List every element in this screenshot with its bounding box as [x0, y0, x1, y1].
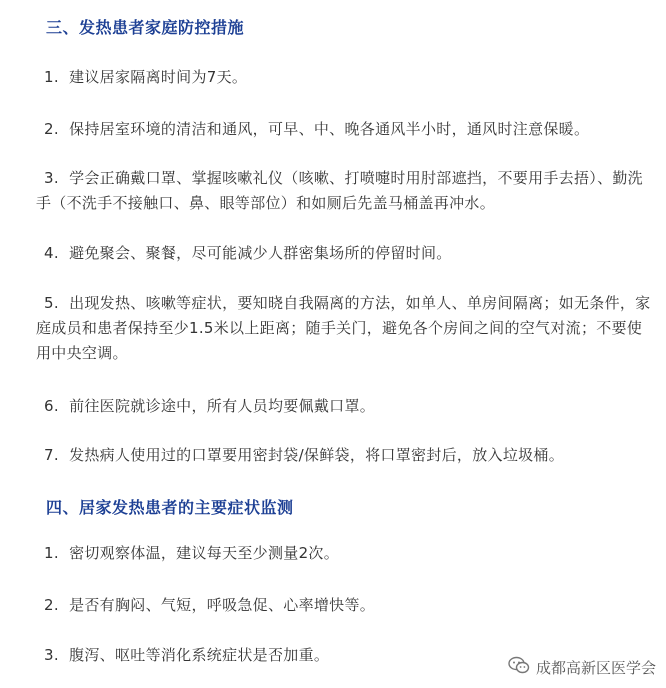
section-title: 四、居家发热患者的主要症状监测 [46, 498, 294, 517]
item-text: 学会正确戴口罩、掌握咳嗽礼仪（咳嗽、打喷嚏时用肘部遮挡，不要用手去捂）、勤洗手（不洗手不接触口、鼻、眼等部位）和如厕后先盖马桶盖再冲水。 [36, 169, 643, 212]
section-title: 三、发热患者家庭防控措施 [46, 18, 245, 37]
list-item [36, 443, 654, 468]
item-text: 前往医院就诊途中，所有人员均要佩戴口罩。 [69, 397, 376, 415]
list-item [36, 593, 654, 618]
list-item [36, 394, 654, 419]
item-number: 1. [44, 68, 59, 86]
list-item [36, 117, 654, 142]
item-text: 出现发热、咳嗽等症状，要知晓自我隔离的方法，如单人、单房间隔离；如无条件，家庭成员和患者保持至少1.5米以上距离；随手关门，避免各个房间之间的空气对流；不要使用中央空调。 [36, 294, 651, 362]
item-number: 2. [44, 596, 59, 614]
item-number: 6. [44, 397, 59, 415]
wechat-icon [508, 656, 530, 678]
item-text: 是否有胸闷、气短，呼吸急促、心率增快等。 [69, 596, 376, 614]
watermark-text: 成都高新区医学会 [535, 658, 656, 677]
list-item [36, 541, 654, 566]
watermark [508, 656, 656, 678]
item-number: 7. [44, 446, 59, 464]
item-number: 3. [44, 169, 59, 187]
item-number: 3. [44, 646, 59, 664]
item-number: 1. [44, 544, 59, 562]
list-item [36, 241, 654, 266]
item-number: 4. [44, 244, 59, 262]
list-item [36, 291, 654, 366]
item-number: 5. [44, 294, 59, 312]
item-text: 发热病人使用过的口罩要用密封袋/保鲜袋，将口罩密封后，放入垃圾桶。 [69, 446, 565, 464]
item-text: 腹泻、呕吐等消化系统症状是否加重。 [69, 646, 330, 664]
list-item [36, 166, 654, 216]
item-text: 建议居家隔离时间为7天。 [69, 68, 248, 86]
item-text: 密切观察体温，建议每天至少测量2次。 [69, 544, 340, 562]
item-text: 避免聚会、聚餐，尽可能减少人群密集场所的停留时间。 [69, 244, 452, 262]
list-item [36, 65, 654, 90]
item-number: 2. [44, 120, 59, 138]
item-text: 保持居室环境的清洁和通风，可早、中、晚各通风半小时，通风时注意保暖。 [69, 120, 590, 138]
